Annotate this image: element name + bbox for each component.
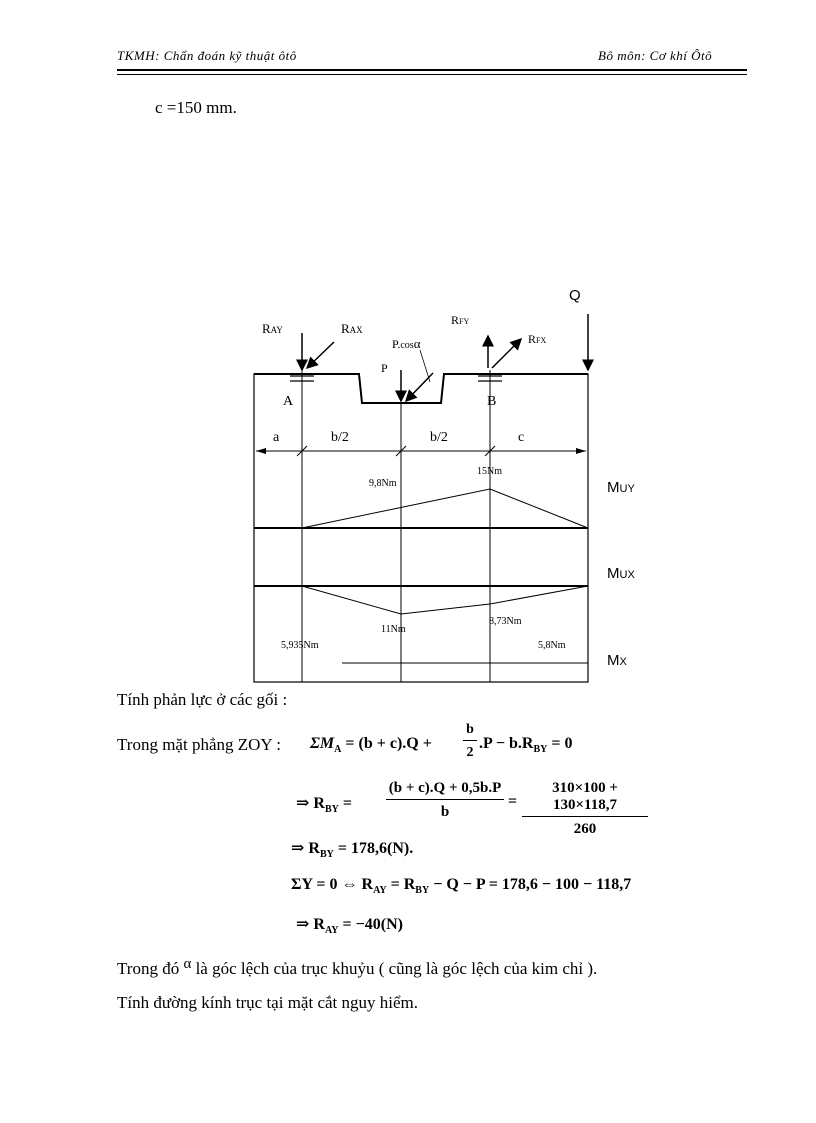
label-muy: MUY bbox=[607, 479, 635, 496]
header-title: TKMH: Chẩn đoán kỹ thuật ôtô bbox=[117, 48, 297, 63]
label-dim-a: a bbox=[273, 430, 280, 445]
header-department: Bô môn: Cơ khí Ôtô bbox=[598, 48, 713, 63]
equation-rby-value: ⇒ $R_{BY} = 178,6(N)$. bbox=[291, 840, 414, 861]
value-mx-right: 5,8Nm bbox=[538, 640, 566, 651]
header-rule-thick bbox=[117, 69, 747, 71]
alpha-symbol: α bbox=[183, 956, 192, 972]
label-rfx: RFX bbox=[528, 332, 547, 346]
label-mux: MUX bbox=[607, 565, 635, 582]
equation-rby-formula: ⇒ $R_{BY}$ = bbox=[296, 795, 352, 816]
label-q: Q bbox=[569, 287, 581, 304]
value-muy-a: 9,8Nm bbox=[369, 478, 397, 489]
dimension-c-line: c =150 mm. bbox=[155, 98, 237, 117]
shaft-profile bbox=[254, 374, 588, 403]
force-rfx-arrow bbox=[492, 339, 521, 368]
equation-ray-value: ⇒ $R_{AY} = -40(N)$ bbox=[296, 916, 403, 937]
plane-label: Trong mặt phẳng ZOY : bbox=[117, 735, 282, 754]
label-dim-c: c bbox=[518, 430, 525, 445]
pcos-leader bbox=[420, 350, 430, 382]
eq2-equals: = bbox=[508, 793, 518, 810]
alpha-description: Trong đó α là góc lệch của trục khuỷu ( cũng là góc lệch của kim chỉ ). bbox=[117, 956, 598, 978]
label-dim-b-half-2: b/2 bbox=[430, 430, 448, 445]
force-rax-arrow bbox=[307, 342, 334, 368]
muy-diagram bbox=[302, 489, 588, 528]
value-mux-b: 8,73Nm bbox=[489, 616, 522, 627]
label-support-b: B bbox=[487, 394, 497, 409]
equation-force-sum-y: ΣY = 0 ⇔ $R_{AY} = R_{BY} - Q - P = 178,6 - 100 - 118,7$ bbox=[291, 876, 632, 897]
reaction-heading: Tính phản lực ở các gối : bbox=[117, 690, 288, 709]
value-mx-left: 5,935Nm bbox=[281, 640, 319, 651]
label-p: P bbox=[381, 361, 388, 375]
label-pcos: P.cosα bbox=[392, 336, 421, 351]
value-mux-mid: 11Nm bbox=[381, 624, 406, 635]
eq1-fraction: $\frac{b}{2}$ bbox=[463, 722, 477, 761]
label-ray: RAY bbox=[262, 321, 283, 336]
eq2-fraction-numeric: $\frac{310\times 100 + 130\times 118,7}{260}$ bbox=[522, 780, 648, 838]
equation-moment-sum-rhs: $.P - b.R_{BY} = 0$ bbox=[479, 735, 573, 756]
label-dim-b-half-1: b/2 bbox=[331, 430, 349, 445]
label-support-a: A bbox=[283, 394, 294, 409]
equation-moment-sum: $\Sigma M_A = (b + c).Q$ + bbox=[310, 735, 432, 756]
label-rax: RAX bbox=[341, 321, 363, 336]
mux-diagram bbox=[302, 586, 588, 614]
force-pcos-arrow bbox=[406, 373, 433, 401]
eq2-fraction-symbolic: $\frac{(b + c).Q + 0,5b.P}{b}$ bbox=[386, 780, 504, 821]
label-rfy: RFY bbox=[451, 313, 470, 327]
label-mx: MX bbox=[607, 652, 627, 669]
final-line: Tính đường kính trục tại mặt cắt nguy hiểm. bbox=[117, 993, 419, 1012]
value-muy-b: 15Nm bbox=[477, 466, 502, 477]
header-rule-thin bbox=[117, 74, 747, 75]
